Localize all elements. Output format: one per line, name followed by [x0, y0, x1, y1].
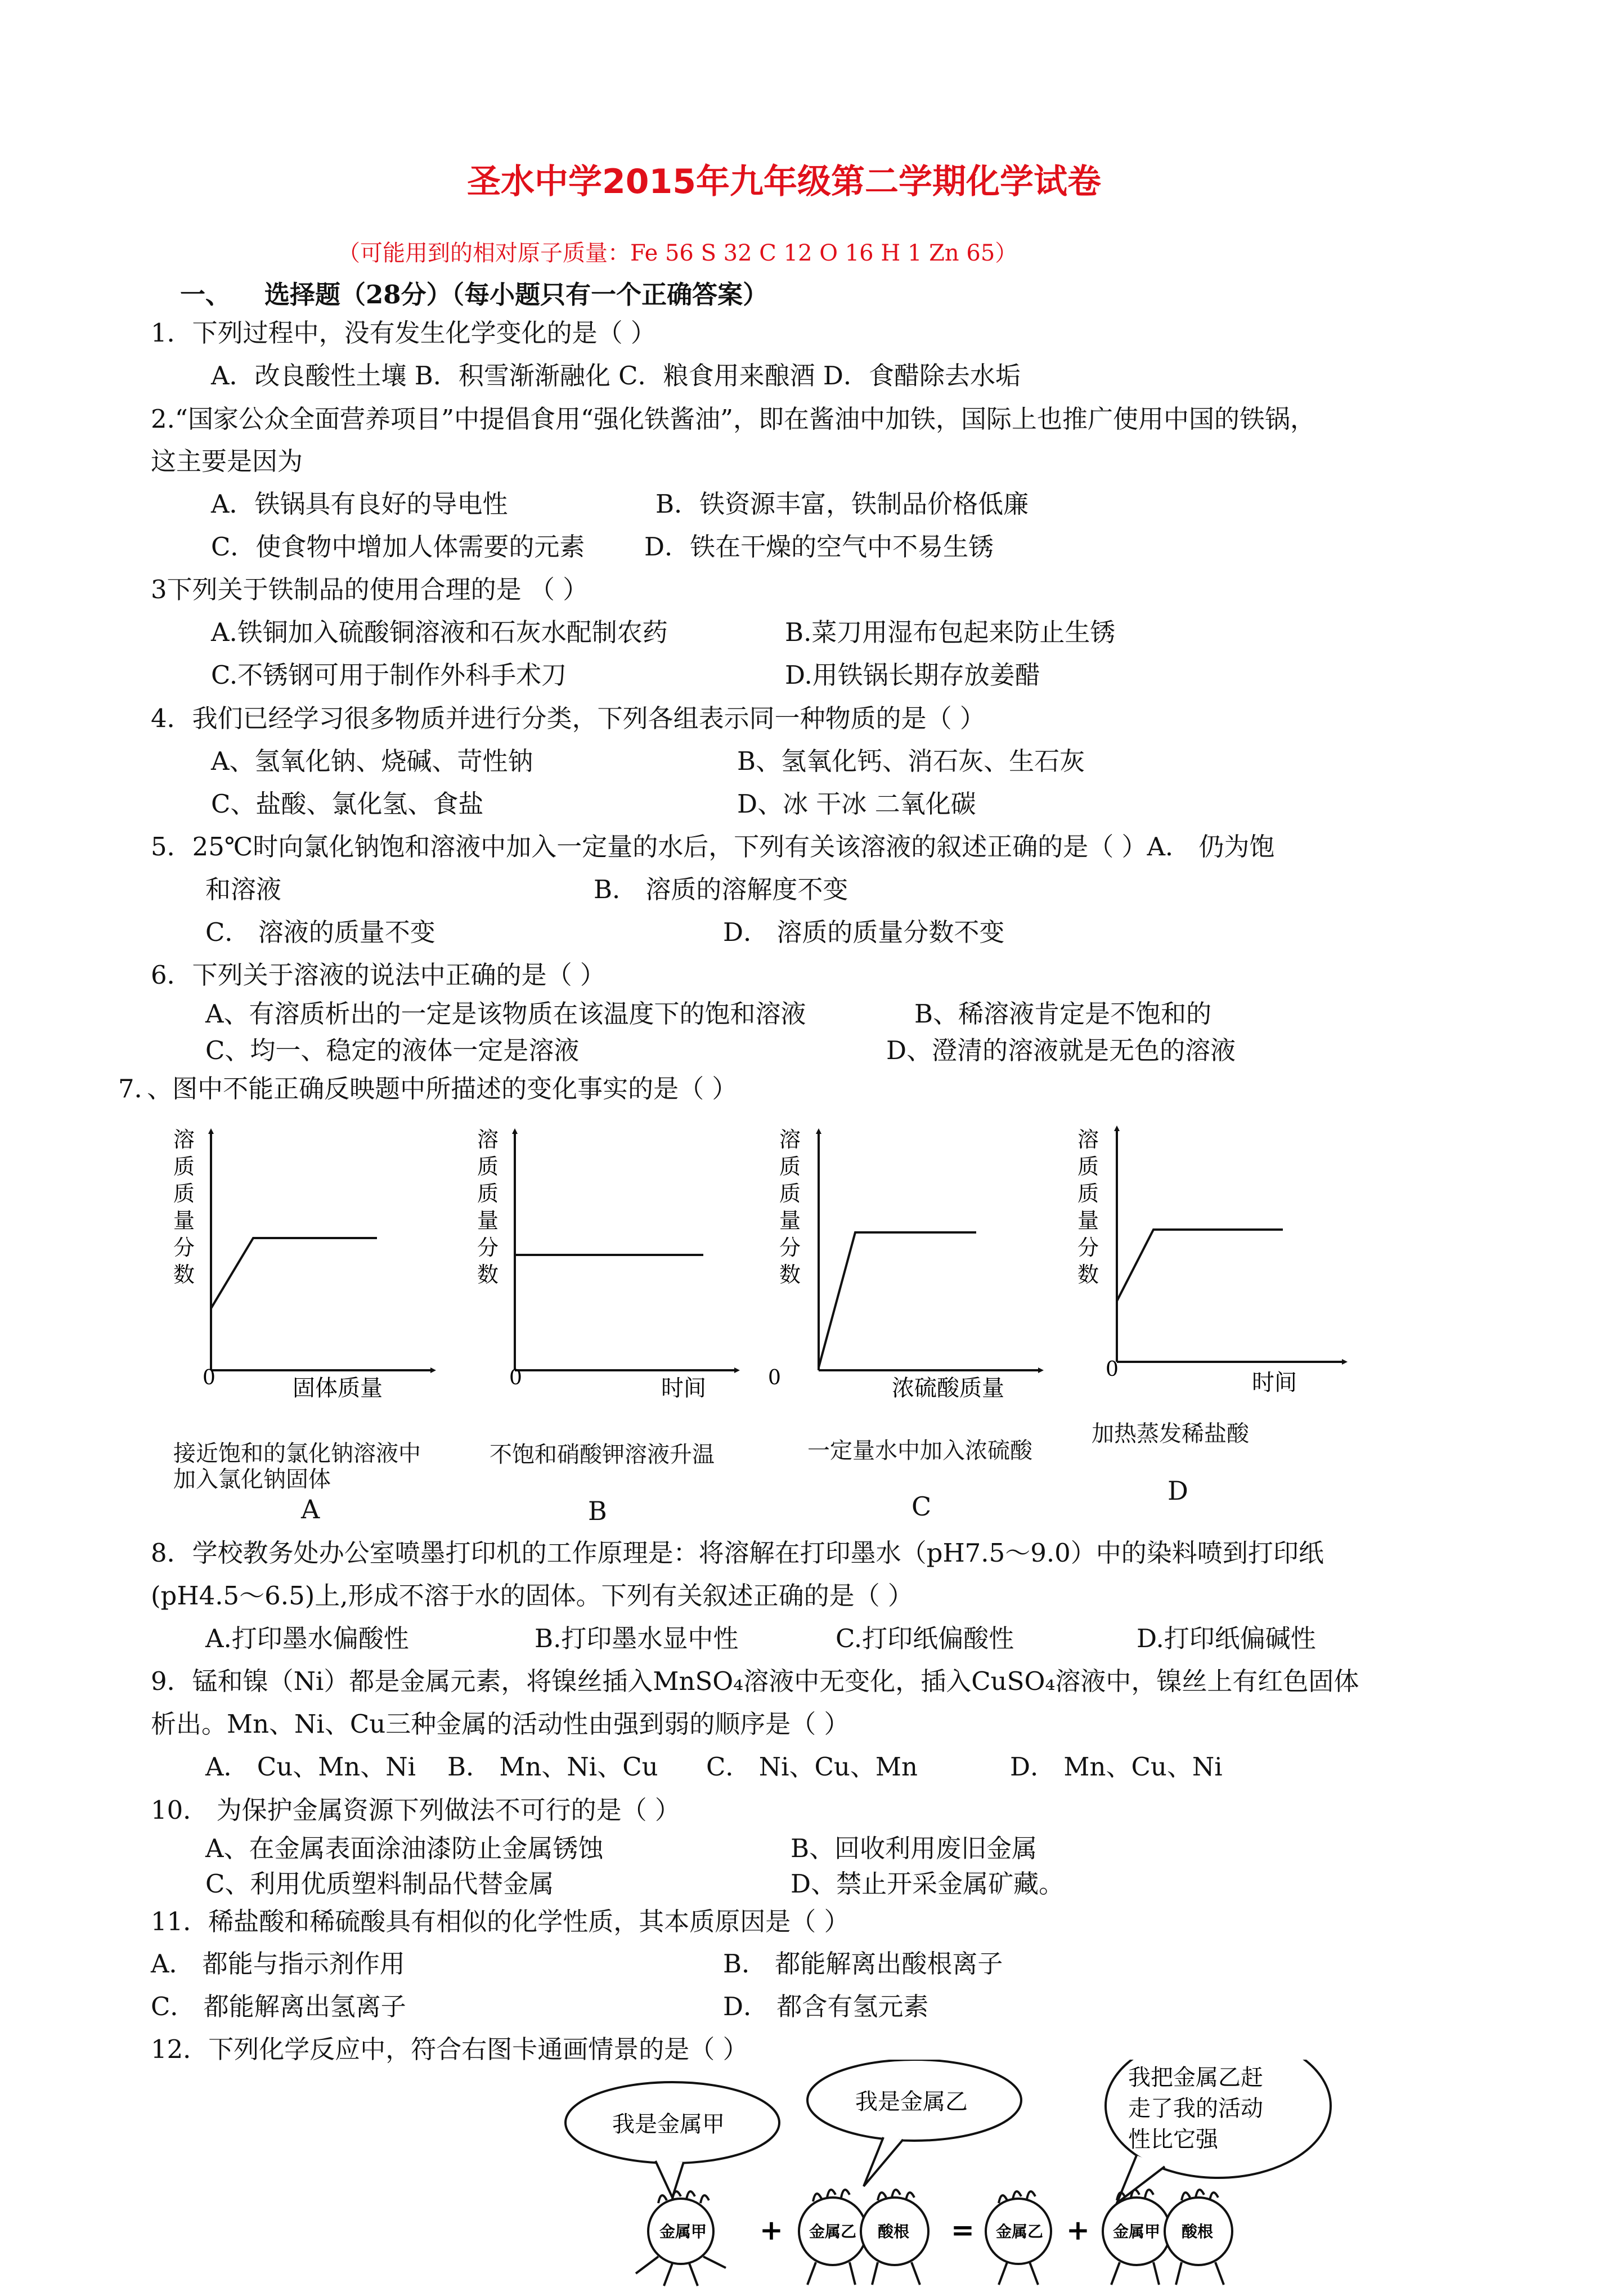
question-12-cartoon: [0, 2060, 1621, 2296]
graph-b-origin: 0: [509, 1366, 522, 1389]
graph-b: [477, 1127, 737, 1401]
graph-b-ylabel: [477, 1127, 499, 1287]
graph-d-ylabel-char: 数: [1077, 1262, 1099, 1287]
graph-d-ylabel-char: 溶: [1077, 1127, 1099, 1152]
question-6-stem: 6．下列关于溶液的说法中正确的是（ ）: [151, 960, 605, 990]
graph-b-ylabel-char: 溶: [477, 1127, 499, 1152]
graph-a-ylabel-char: 质: [173, 1181, 195, 1206]
graph-d-ylabel: [1077, 1127, 1099, 1287]
question-5-option-b: B． 溶质的溶解度不变: [594, 875, 848, 904]
graph-a-ylabel-char: 量: [173, 1208, 195, 1233]
question-7-stem: 7．、图中不能正确反映题中所描述的变化事实的是（ ）: [118, 1074, 738, 1104]
question-2-option-d: D．铁在干燥的空气中不易生锈: [644, 532, 994, 562]
graph-c-xlabel: 浓硫酸质量: [892, 1375, 1004, 1401]
question-11-option-b: B． 都能解离出酸根离子: [723, 1949, 1003, 1979]
question-8-option-c: C.打印纸偏酸性: [836, 1624, 1014, 1653]
graph-d-ylabel-char: 质: [1077, 1154, 1099, 1179]
speech-bubble-1-tail: [655, 2161, 684, 2198]
graph-b-caption: 不饱和硝酸钾溶液升温: [490, 1442, 715, 1468]
graph-d-caption: 加热蒸发稀盐酸: [1092, 1421, 1249, 1447]
graph-d-letter: D: [1168, 1476, 1188, 1506]
graph-b-ylabel-char: 质: [477, 1181, 499, 1206]
question-4-option-a: A、氢氧化钠、烧碱、苛性钠: [211, 746, 533, 776]
plus-sign-1: +: [760, 2213, 783, 2246]
question-3-option-a: A.铁铜加入硫酸铜溶液和石灰水配制农药: [211, 617, 668, 647]
equals-sign: =: [951, 2213, 975, 2246]
graph-c-ylabel: [779, 1127, 801, 1287]
question-11-stem: 11．稀盐酸和稀硫酸具有相似的化学性质，其本质原因是（ ）: [151, 1907, 850, 1936]
question-4-stem: 4．我们已经学习很多物质并进行分类，下列各组表示同一种物质的是（ ）: [151, 703, 985, 733]
graph-d-xlabel: 时间: [1252, 1370, 1297, 1396]
graph-d-ylabel-char: 分: [1077, 1235, 1099, 1260]
page-title: 圣水中学2015年九年级第二学期化学试卷: [467, 162, 1101, 201]
question-10-stem: 10． 为保护金属资源下列做法不可行的是（ ）: [151, 1795, 680, 1825]
question-2-stem-2: 这主要是因为: [151, 446, 303, 476]
question-3-option-c: C.不锈钢可用于制作外科手术刀: [211, 660, 567, 690]
metal-b-label: 金属乙: [809, 2222, 857, 2241]
graph-b-xlabel: 时间: [661, 1375, 706, 1401]
question-12-stem: 12．下列化学反应中，符合右图卡通画情景的是（ ）: [151, 2034, 748, 2064]
graph-c-ylabel-char: 数: [779, 1262, 801, 1287]
question-3-option-d: D.用铁锅长期存放姜醋: [785, 660, 1040, 690]
metal-a-salt-label: 金属甲: [1113, 2222, 1161, 2241]
plus-sign-2: +: [1066, 2213, 1090, 2246]
question-1-options: A．改良酸性土壤 B．积雪渐渐融化 C．粮食用来酿酒 D．食醋除去水垢: [211, 361, 1021, 391]
question-8-stem-2: (pH4.5～6.5)上,形成不溶于水的固体。下列有关叙述正确的是（ ）: [151, 1581, 913, 1611]
question-4-option-c: C、盐酸、氯化氢、食盐: [211, 789, 484, 819]
graph-a-xlabel: 固体质量: [293, 1375, 383, 1401]
graph-a-caption: 接近饱和的氯化钠溶液中加入氯化钠固体: [173, 1441, 421, 1492]
question-10-option-b: B、回收利用废旧金属: [791, 1833, 1038, 1863]
question-5-option-c: C． 溶液的质量不变: [205, 917, 435, 947]
question-8-stem-1: 8．学校教务处办公室喷墨打印机的工作原理是：将溶解在打印墨水（pH7.5～9.0）中的染料喷到打印纸: [151, 1538, 1324, 1568]
question-11-option-d: D． 都含有氢元素: [723, 1992, 929, 2021]
question-5-option-d: D． 溶质的质量分数不变: [723, 917, 1005, 947]
section-heading: 选择题（28分）（每小题只有一个正确答案）: [264, 280, 769, 310]
graph-a-origin: 0: [203, 1366, 215, 1389]
question-10-option-d: D、禁止开采金属矿藏。: [791, 1869, 1065, 1899]
question-6-option-d: D、澄清的溶液就是无色的溶液: [886, 1035, 1236, 1065]
question-5-option-a-tail: 和溶液: [205, 875, 282, 904]
acid-radical-label-2: 酸根: [1182, 2222, 1214, 2241]
graph-b-ylabel-char: 量: [477, 1208, 499, 1233]
atomic-mass-note: （可能用到的相对原子质量：Fe 56 S 32 C 12 O 16 H 1 Zn 65）: [338, 240, 1018, 266]
acid-radical-label-1: 酸根: [878, 2222, 910, 2241]
graph-c-ylabel-char: 质: [779, 1154, 801, 1179]
question-3-option-b: B.菜刀用湿布包起来防止生锈: [785, 617, 1116, 647]
metal-b-product-label: 金属乙: [996, 2222, 1044, 2241]
graph-a-ylabel-char: 溶: [173, 1127, 195, 1152]
question-9-option-d: D． Mn、Cu、Ni: [1010, 1752, 1223, 1782]
graph-c-caption: 一定量水中加入浓硫酸: [807, 1438, 1032, 1464]
question-5-stem: 5．25℃时向氯化钠饱和溶液中加入一定量的水后，下列有关该溶液的叙述正确的是（ ）A． 仍为饱: [151, 832, 1275, 862]
graph-a-letter: A: [301, 1494, 320, 1524]
question-4-option-b: B、氢氧化钙、消石灰、生石灰: [737, 746, 1085, 776]
graph-c-ylabel-char: 质: [779, 1181, 801, 1206]
question-4-option-d: D、冰 干冰 二氧化碳: [737, 789, 976, 819]
question-3-stem: 3下列关于铁制品的使用合理的是 （ ）: [151, 575, 589, 604]
bubble-1-text: 我是金属甲: [612, 2111, 725, 2137]
graph-d: [1077, 1127, 1345, 1396]
graph-c-origin: 0: [768, 1366, 781, 1389]
question-8-option-b: B.打印墨水显中性: [535, 1624, 739, 1653]
bubble-2-text: 我是金属乙: [855, 2089, 968, 2115]
graph-c: [768, 1127, 1041, 1401]
question-2-option-b: B．铁资源丰富，铁制品价格低廉: [655, 489, 1029, 519]
question-9-option-c: C． Ni、Cu、Mn: [706, 1752, 918, 1782]
graph-b-letter: B: [588, 1496, 607, 1526]
graph-b-ylabel-char: 质: [477, 1154, 499, 1179]
question-8-option-d: D.打印纸偏碱性: [1137, 1624, 1316, 1653]
question-10-option-c: C、利用优质塑料制品代替金属: [205, 1869, 554, 1899]
question-6-option-c: C、均一、稳定的液体一定是溶液: [205, 1035, 580, 1065]
graph-d-origin: 0: [1106, 1358, 1119, 1381]
question-2-stem-1: 2.“国家公众全面营养项目”中提倡食用“强化铁酱油”，即在酱油中加铁，国际上也推广使用中国的铁锅，: [151, 404, 1315, 434]
question-9-stem-1: 9．锰和镍（Ni）都是金属元素，将镍丝插入MnSO₄溶液中无变化，插入CuSO₄溶液中，镍丝上有红色固体: [151, 1666, 1359, 1696]
graph-a-ylabel-char: 分: [173, 1235, 195, 1260]
graph-d-ylabel-char: 量: [1077, 1208, 1099, 1233]
question-9-option-a: A． Cu、Mn、Ni: [205, 1752, 416, 1782]
graph-b-ylabel-char: 分: [477, 1235, 499, 1260]
graph-b-ylabel-char: 数: [477, 1262, 499, 1287]
graph-a-ylabel-char: 质: [173, 1154, 195, 1179]
question-1-stem: 1．下列过程中，没有发生化学变化的是（ ）: [151, 318, 656, 348]
graph-a: [173, 1127, 433, 1401]
bubble-3-line-2: 走了我的活动: [1128, 2096, 1263, 2122]
graph-c-letter: C: [911, 1491, 932, 1522]
section-number: 一、: [180, 280, 231, 310]
question-10-option-a: A、在金属表面涂油漆防止金属锈蚀: [205, 1833, 604, 1863]
question-2-option-a: A．铁锅具有良好的导电性: [211, 489, 508, 519]
graph-a-ylabel: [173, 1127, 195, 1287]
graph-a-curve: [211, 1238, 377, 1308]
graph-c-ylabel-char: 溶: [779, 1127, 801, 1152]
graph-c-ylabel-char: 分: [779, 1235, 801, 1260]
speech-bubble-2-tail: [864, 2137, 903, 2186]
bubble-3-line-3: 性比它强: [1128, 2127, 1218, 2152]
graph-a-ylabel-char: 数: [173, 1262, 195, 1287]
graph-c-ylabel-char: 量: [779, 1208, 801, 1233]
graph-d-ylabel-char: 质: [1077, 1181, 1099, 1206]
question-8-option-a: A.打印墨水偏酸性: [205, 1624, 409, 1653]
question-9-stem-2: 析出。Mn、Ni、Cu三种金属的活动性由强到弱的顺序是（ ）: [151, 1709, 850, 1739]
question-2-option-c: C．使食物中增加人体需要的元素: [211, 532, 585, 562]
question-11-option-c: C． 都能解离出氢离子: [151, 1992, 406, 2021]
question-6-option-a: A、有溶质析出的一定是该物质在该温度下的饱和溶液: [205, 999, 806, 1029]
graph-c-curve: [819, 1232, 976, 1367]
graph-d-curve: [1117, 1230, 1283, 1301]
question-6-option-b: B、稀溶液肯定是不饱和的: [914, 999, 1212, 1029]
metal-a-label: 金属甲: [659, 2222, 707, 2241]
bubble-3-line-1: 我把金属乙赶: [1128, 2065, 1263, 2091]
question-11-option-a: A． 都能与指示剂作用: [151, 1949, 405, 1979]
question-9-option-b: B． Mn、Ni、Cu: [447, 1752, 658, 1782]
